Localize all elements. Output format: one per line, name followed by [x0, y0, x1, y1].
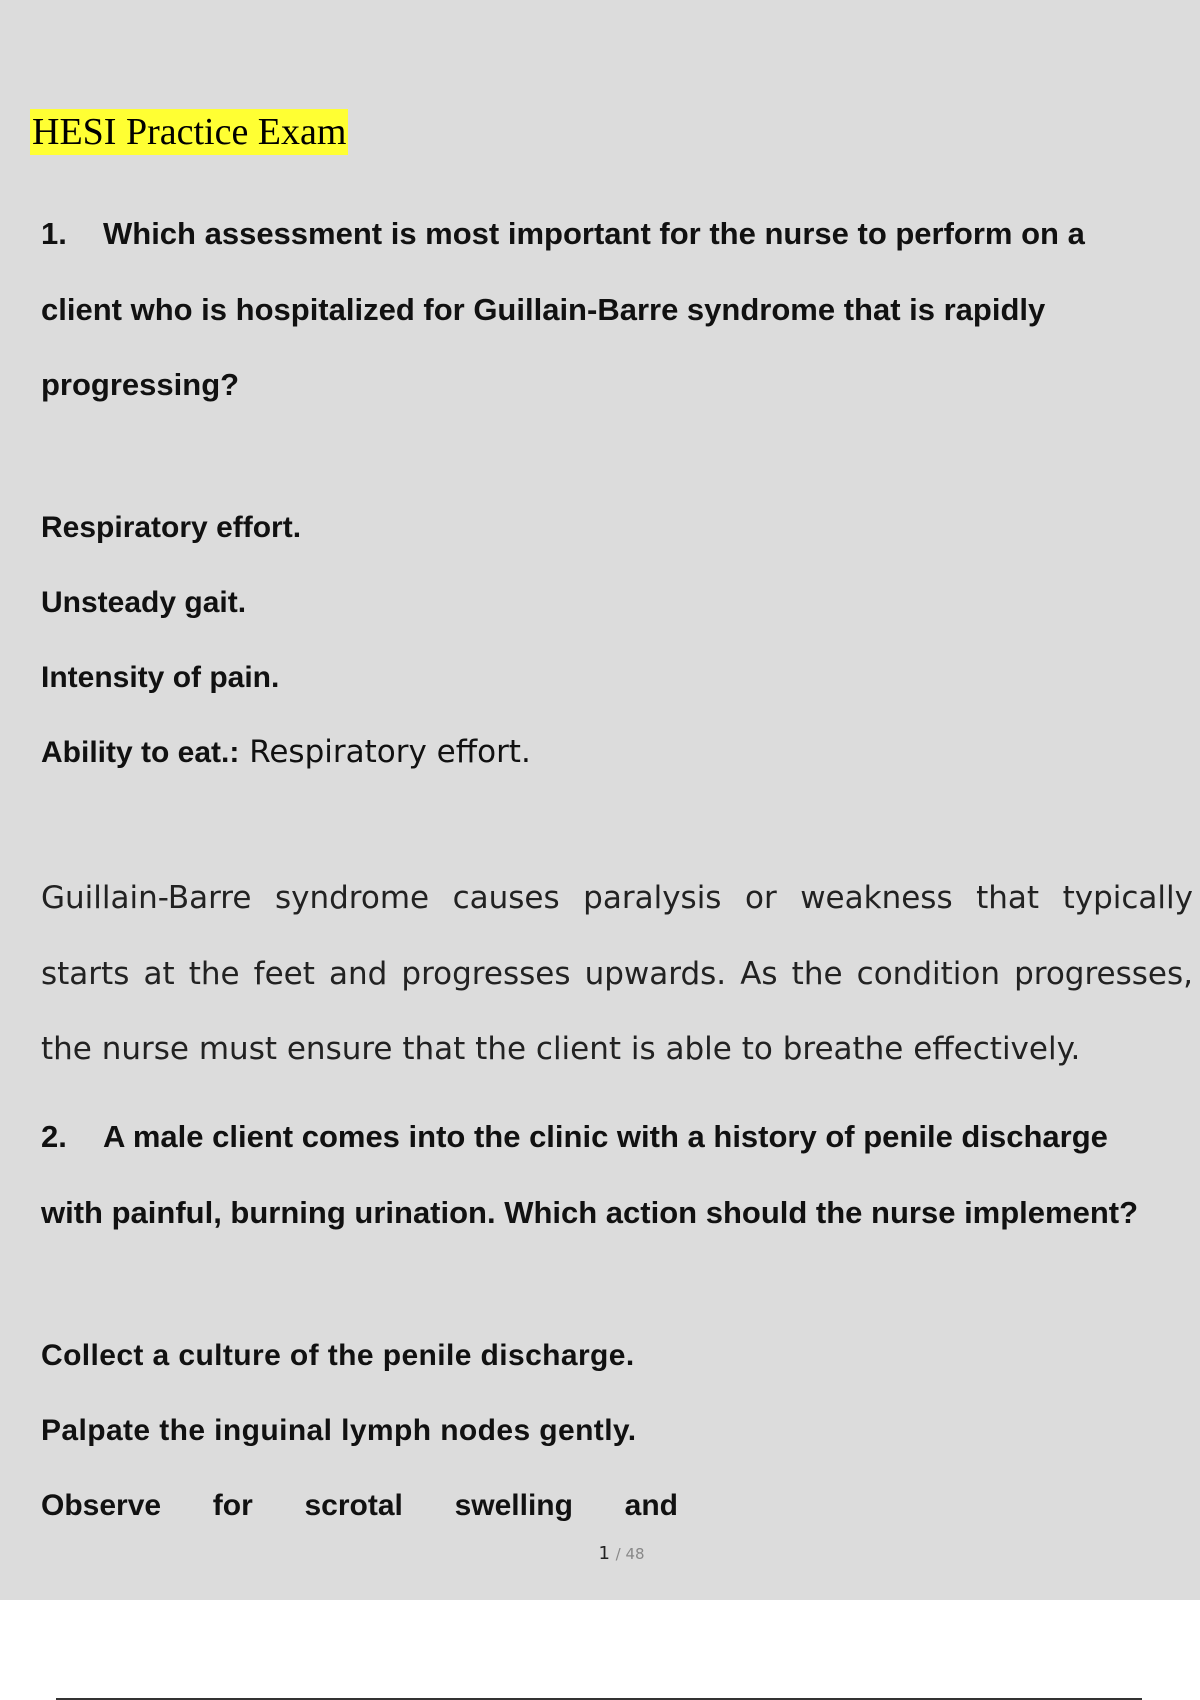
question-1-option-a: Respiratory effort. [41, 511, 302, 544]
page-number [0, 1541, 1200, 1567]
question-1-stem-line-3: progressing? [41, 367, 240, 402]
question-1-number: 1. [41, 216, 67, 251]
question-1-explanation-line-1: Guillain-Barre syndrome causes paralysis or weakness that typically [41, 880, 1193, 916]
question-1-stem-line-1: 1. Which assessment is most important for the nurse to perform on a [41, 214, 1085, 254]
question-1-explanation-line-2: starts at the feet and progresses upwards. As the condition progresses, [41, 956, 1193, 992]
question-1-option-d-label: Ability to eat.: [41, 736, 240, 769]
question-1-answer: Respiratory effort. [239, 734, 531, 770]
question-1-stem-line-2: client who is hospitalized for Guillain-Barre syndrome that is rapidly [41, 292, 1046, 327]
question-2-option-c: Observe for scrotal swelling and [41, 1489, 678, 1522]
question-2-stem-line-1: 2. A male client comes into the clinic with a history of penile discharge [41, 1117, 1108, 1157]
question-1-option-c: Intensity of pain. [41, 661, 280, 694]
question-1-option-b: Unsteady gait. [41, 586, 247, 619]
question-2-stem-line-2: with painful, burning urination. Which action should the nurse implement? [41, 1195, 1139, 1230]
question-1-option-d [41, 732, 531, 773]
question-2-option-a: Collect a culture of the penile discharge. [41, 1339, 635, 1372]
question-1-explanation-line-3: the nurse must ensure that the client is able to breathe effectively. [41, 1031, 1081, 1067]
question-2-number: 2. [41, 1119, 67, 1154]
total-pages: / 48 [615, 1545, 645, 1563]
question-2-option-b: Palpate the inguinal lymph nodes gently. [41, 1414, 637, 1447]
document-title: HESI Practice Exam [32, 111, 347, 153]
current-page: 1 [598, 1543, 610, 1564]
